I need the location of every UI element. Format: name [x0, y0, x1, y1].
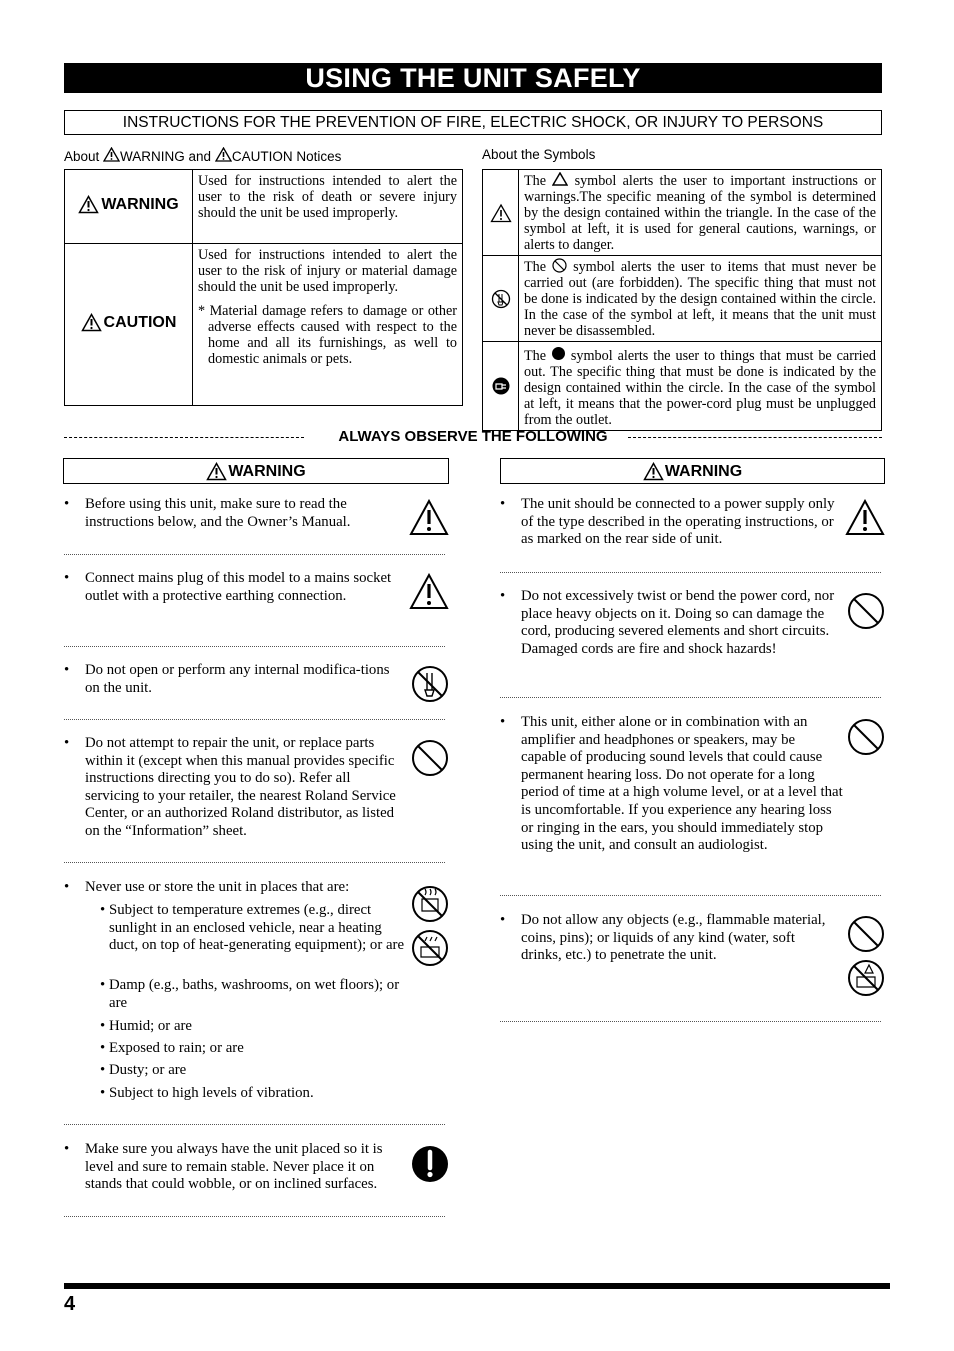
warning-triangle-icon — [643, 462, 664, 481]
triangle-symbol-cell — [483, 170, 519, 256]
warning-label: WARNING — [101, 195, 179, 213]
mandatory-action-icon — [411, 1145, 449, 1183]
page-title: USING THE UNIT SAFELY — [64, 63, 882, 93]
filled-circle-icon — [551, 346, 566, 361]
right-warning-header: WARNING — [500, 458, 885, 484]
divider — [64, 646, 445, 647]
mandatory-symbol-cell — [483, 342, 519, 431]
caution-description: Used for instructions intended to alert the user to the risk of injury or material damage should the unit be used improperly. — [198, 247, 457, 295]
no-liquid-entry-icon — [847, 959, 885, 997]
no-water-icon — [411, 929, 449, 967]
warning-triangle-icon — [409, 499, 449, 536]
caution-label-cell — [65, 244, 193, 406]
do-not-disassemble-icon — [411, 665, 449, 703]
divider — [500, 895, 881, 896]
prohibition-circle-icon — [847, 915, 885, 953]
caution-label: CAUTION — [103, 313, 177, 331]
divider — [500, 697, 881, 698]
warning-label-cell — [65, 170, 193, 244]
symbols-table — [482, 169, 882, 431]
prohibit-description: The symbol alerts the user to items that must never be carried out (are forbidden). The specific thing that must not be done is indicated by the design contained within the circle. In the case of the symbol at left, it means that the unit must never be disassembled. — [519, 256, 882, 342]
page-number: 4 — [64, 1293, 76, 1315]
caption-about: About — [64, 149, 100, 164]
warning-triangle-icon — [78, 195, 99, 214]
triangle-outline-icon — [552, 172, 568, 186]
caution-triangle-icon — [490, 203, 512, 223]
prohibit-symbol-cell — [483, 256, 519, 342]
triangle-description: The symbol alerts the user to important instructions or warnings.The specific meaning of the symbol is determined by the design contained within the triangle. In the case of the symbol at left, it is used for general cautions, warnings, or alerts to danger. — [519, 170, 882, 256]
divider — [64, 1124, 445, 1125]
prohibition-circle-icon — [552, 258, 567, 273]
divider — [500, 572, 881, 573]
always-observe-divider — [64, 428, 882, 446]
warning-triangle-icon — [206, 462, 227, 481]
unplug-icon — [491, 376, 511, 396]
divider — [64, 554, 445, 555]
divider — [64, 862, 445, 863]
symbols-caption: About the Symbols — [482, 147, 596, 162]
divider — [500, 1021, 881, 1022]
caption-caution: CAUTION Notices — [231, 149, 342, 164]
warning-triangle-icon — [845, 499, 885, 536]
notices-caption — [64, 147, 341, 164]
left-warning-header: WARNING — [63, 458, 449, 484]
warning-triangle-icon — [103, 147, 120, 162]
caption-warning: WARNING and — [120, 149, 212, 164]
notices-table — [64, 169, 463, 406]
prohibition-circle-icon — [847, 592, 885, 630]
caution-cell — [193, 244, 463, 406]
warning-description: Used for instructions intended to alert the user to the risk of death or severe injury should the unit be used improperly. — [193, 170, 463, 244]
page-subtitle: INSTRUCTIONS FOR THE PREVENTION OF FIRE, ELECTRIC SHOCK, OR INJURY TO PERSONS — [64, 110, 882, 135]
warning-triangle-icon — [409, 573, 449, 610]
mandatory-description: The symbol alerts the user to things that must be carried out. The specific thing that must be done is indicated by the design contained within the circle. In the case of the symbol at left, it means that the power-cord plug must be unplugged from the outlet. — [519, 342, 882, 431]
caution-triangle-icon — [81, 313, 102, 332]
no-heat-icon — [411, 885, 449, 923]
do-not-disassemble-icon — [491, 289, 511, 309]
caution-triangle-icon — [215, 147, 232, 162]
always-observe-heading: ALWAYS OBSERVE THE FOLLOWING — [338, 428, 608, 445]
caution-note: * Material damage refers to damage or other adverse effects caused with respect to the home and all its furnishings, as well to domestic animals or pets. — [198, 303, 457, 367]
footer-rule — [64, 1283, 890, 1289]
prohibition-circle-icon — [411, 739, 449, 777]
divider — [64, 1216, 445, 1217]
divider — [64, 719, 445, 720]
prohibition-circle-icon — [847, 718, 885, 756]
